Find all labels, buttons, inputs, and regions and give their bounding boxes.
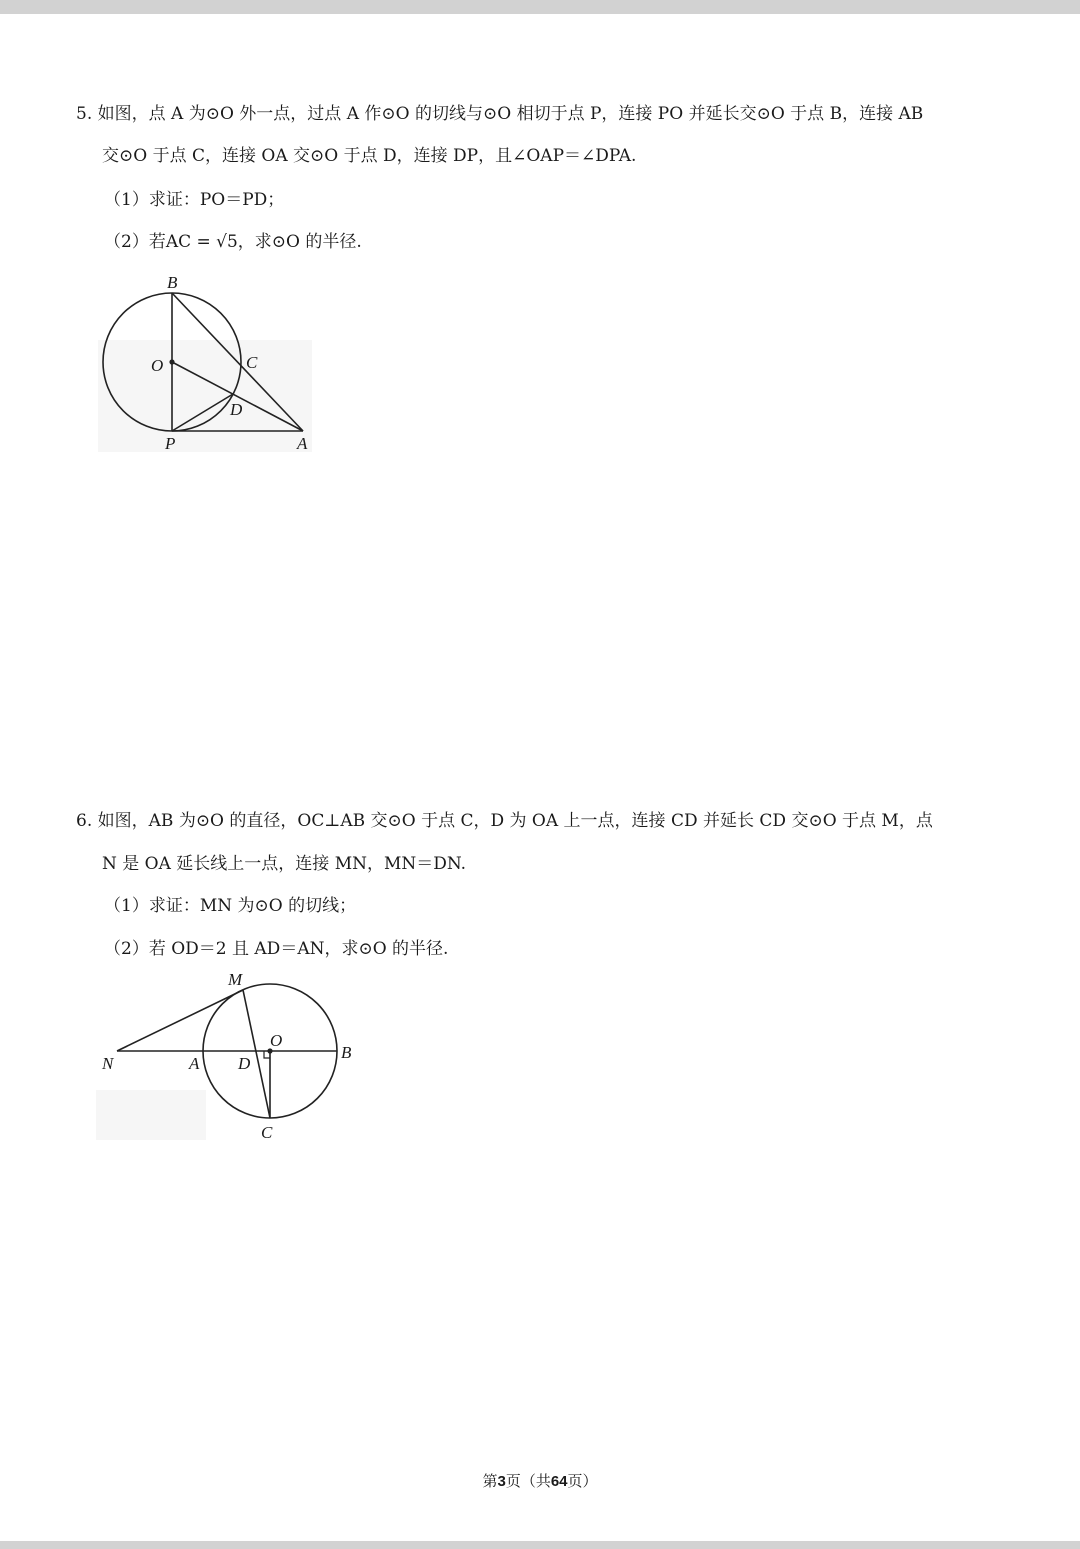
q6-stem-line1 [76,809,933,833]
q5-label-c: C [246,353,258,372]
q5-label-b: B [167,273,178,292]
q6-label-d: D [238,1054,251,1073]
q5-part1: （1）求证：PO＝PD； [104,190,285,210]
q5-stem-line2: 交⊙O 于点 C，连接 OA 交⊙O 于点 D，连接 DP，且∠OAP＝∠DPA. [102,146,637,166]
page-footer [0,1470,1080,1493]
q6-number: 6. [76,811,93,831]
bottom-gray-bar [0,1541,1080,1549]
q5-figure [96,266,326,456]
q6-figure-bg [96,1090,206,1140]
q6-label-c: C [261,1123,273,1142]
footer-prefix: 第 [482,1472,498,1490]
q5-label-p: P [165,434,176,453]
q5-number: 5. [76,104,93,124]
footer-page-number: 3 [497,1473,506,1490]
q5-stem-line1 [76,102,923,126]
q5-label-a: A [297,434,308,453]
footer-suffix: 页） [567,1472,598,1490]
top-gray-bar [0,0,1080,14]
q5-label-d: D [230,400,243,419]
footer-middle: 页（共 [505,1472,551,1490]
q5-part2: （2）若AC = √5，求⊙O 的半径. [104,232,362,252]
q6-label-m: M [228,970,243,989]
q6-label-b: B [341,1043,352,1062]
q5-stem-text1: 如图，点 A 为⊙O 外一点，过点 A 作⊙O 的切线与⊙O 相切于点 P，连接 PO 并延长交⊙O 于点 B，连接 AB [97,104,924,124]
q6-label-n: N [102,1054,114,1073]
q6-figure [96,966,366,1146]
q6-stem-text1: 如图，AB 为⊙O 的直径，OC⊥AB 交⊙O 于点 C，D 为 OA 上一点，连接 CD 并延长 CD 交⊙O 于点 M，点 [97,811,933,831]
q6-part2: （2）若 OD＝2 且 AD＝AN，求⊙O 的半径. [104,939,449,959]
q6-stem-line2: N 是 OA 延长线上一点，连接 MN，MN＝DN. [102,854,467,874]
q6-label-o: O [270,1031,283,1050]
footer-total-pages: 64 [550,1473,568,1490]
q6-label-a: A [189,1054,200,1073]
q5-point-o [169,359,174,364]
q6-line-nm [117,990,243,1051]
q6-part1: （1）求证：MN 为⊙O 的切线； [104,896,357,916]
q5-figure-bg [98,340,312,452]
q5-label-o: O [151,356,164,375]
